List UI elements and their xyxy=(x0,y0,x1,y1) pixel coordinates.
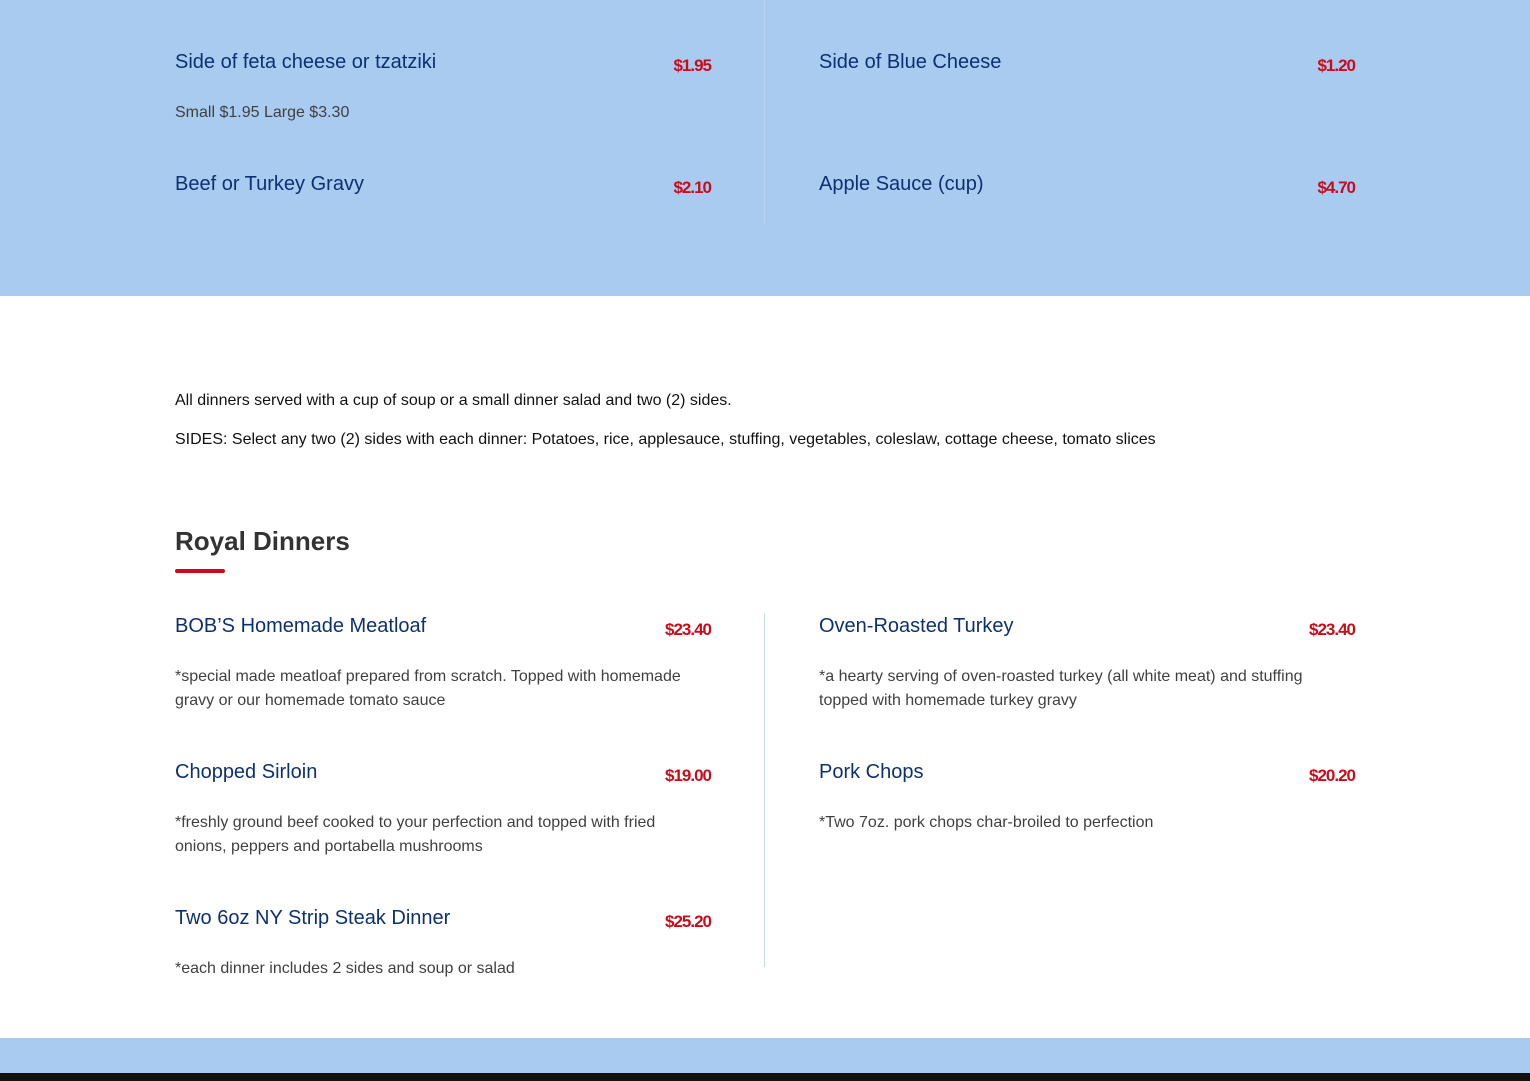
menu-item-name: Pork Chops xyxy=(819,761,924,783)
column-divider xyxy=(764,0,765,224)
footer-band xyxy=(0,1038,1530,1073)
menu-item-name: Chopped Sirloin xyxy=(175,761,318,783)
menu-item-description: *Two 7oz. pork chops char-broiled to perfection xyxy=(819,814,1154,831)
menu-item-description: *freshly ground beef cooked to your perfection and topped with fried onions, peppers and portabella mushrooms xyxy=(175,814,656,855)
menu-item-name: Oven-Roasted Turkey xyxy=(819,615,1014,637)
menu-item-name: Apple Sauce (cup) xyxy=(819,173,984,195)
menu-item-price: $23.40 xyxy=(1309,620,1355,639)
menu-item-name: Two 6oz NY Strip Steak Dinner xyxy=(175,907,451,929)
column-divider xyxy=(764,613,765,967)
menu-item-price: $1.95 xyxy=(673,56,711,75)
menu-item-name: Side of Blue Cheese xyxy=(819,51,1002,73)
menu-item-description: Small $1.95 Large $3.30 xyxy=(175,104,350,121)
menu-item-description: *special made meatloaf prepared from scratch. Topped with homemade gravy or our homemade tomato sauce xyxy=(175,668,681,709)
sides-section xyxy=(0,0,1530,296)
menu-item-price: $1.20 xyxy=(1317,56,1355,75)
menu-item-price: $2.10 xyxy=(673,178,711,197)
sides-note: SIDES: Select any two (2) sides with each dinner: Potatoes, rice, applesauce, stuffing, vegetables, coleslaw, cottage cheese, tomato slices xyxy=(175,431,1156,448)
menu-item-price: $4.70 xyxy=(1317,178,1355,197)
menu-item-description: *a hearty serving of oven-roasted turkey (all white meat) and stuffing topped with homemade turkey gravy xyxy=(819,668,1303,709)
menu-item-price: $20.20 xyxy=(1309,766,1355,785)
section-title-underline xyxy=(175,569,225,573)
menu-item-name: Side of feta cheese or tzatziki xyxy=(175,51,437,73)
menu-item-price: $25.20 xyxy=(665,912,711,931)
menu-item-price: $19.00 xyxy=(665,766,711,785)
menu-item-name: Beef or Turkey Gravy xyxy=(175,173,364,195)
menu-item-name: BOB’S Homemade Meatloaf xyxy=(175,615,427,637)
dinners-served-note: All dinners served with a cup of soup or a small dinner salad and two (2) sides. xyxy=(175,392,732,409)
footer-edge xyxy=(0,1073,1530,1081)
menu-item-description: *each dinner includes 2 sides and soup or salad xyxy=(175,960,515,977)
section-title: Royal Dinners xyxy=(175,526,350,556)
menu-item-price: $23.40 xyxy=(665,620,711,639)
